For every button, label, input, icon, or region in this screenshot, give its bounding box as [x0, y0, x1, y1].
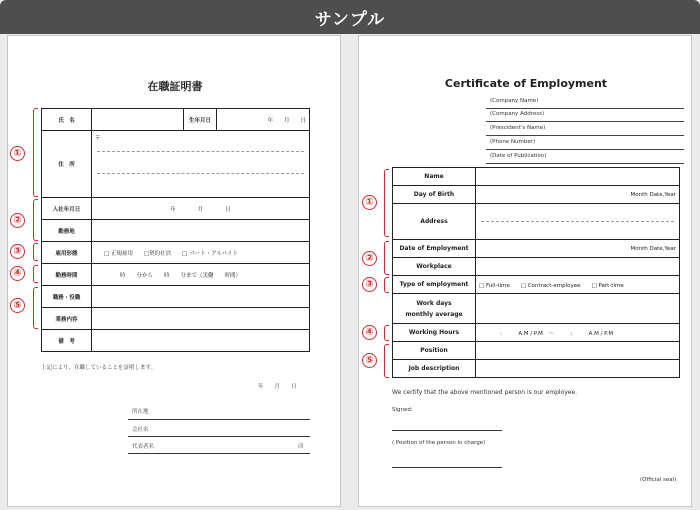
en-marker-4: ④: [362, 325, 377, 340]
en-dob-field[interactable]: Month Date,Year: [476, 186, 680, 204]
jp-title: 在職証明書: [147, 80, 203, 93]
en-job-description-label: Job description: [393, 360, 476, 378]
sample-banner: [0, 0, 700, 34]
jp-hire-date-label: 入社年月日: [42, 198, 92, 220]
en-marker-5: ⑤: [362, 353, 377, 368]
banner-title: サンプル: [314, 9, 386, 30]
jp-marker-3: ③: [10, 244, 25, 259]
en-bracket-1: [384, 169, 389, 237]
jp-job-content-label: 業務内容: [42, 308, 92, 330]
en-work-days-label: [393, 294, 476, 324]
jp-address-label: 住 所: [42, 131, 92, 198]
jp-sign-line: [128, 436, 310, 437]
jp-position-field[interactable]: [92, 286, 310, 308]
jp-sign-representative-label: 代表者名: [132, 444, 155, 450]
en-hire-date-label: Date of Employment: [393, 240, 476, 258]
jp-marker-2: ②: [10, 213, 25, 228]
en-title: Certificate of Employment: [444, 77, 608, 90]
en-employment-type-label: Type of employment: [393, 276, 476, 294]
en-company-address: (Company Address): [490, 111, 545, 117]
jp-remarks-field[interactable]: [92, 330, 310, 352]
en-bracket-4: [384, 325, 389, 341]
en-marker-2: ②: [362, 251, 377, 266]
jp-marker-1: ①: [10, 146, 25, 161]
jp-postal-mark: 〒: [95, 136, 101, 142]
en-position-field[interactable]: [476, 342, 680, 360]
en-dob-label: Day of Birth: [393, 186, 476, 204]
en-work-days-line2: monthly average: [405, 310, 463, 318]
en-name-label: Name: [393, 168, 476, 186]
jp-sign-line: [128, 419, 310, 420]
jp-certify-text: 上記により、在職していることを証明します。: [41, 365, 157, 371]
en-certify-text: We certify that the above mentioned person is our employee.: [392, 389, 578, 396]
jp-bracket-5: [33, 287, 38, 329]
jp-sign-location-label: 所在地: [132, 409, 149, 415]
en-position-label: Position: [393, 342, 476, 360]
en-marker-3: ③: [362, 277, 377, 292]
jp-bracket-2: [33, 199, 38, 241]
en-bracket-3: [384, 277, 389, 293]
jp-marker-4: ④: [10, 266, 25, 281]
jp-marker-5: ⑤: [10, 298, 25, 313]
en-work-days-field[interactable]: [476, 294, 680, 324]
en-address-field[interactable]: [476, 204, 680, 240]
en-president-name: (Prescident's Name): [490, 125, 546, 131]
jp-sign-company-label: 会社名: [132, 427, 149, 433]
en-marker-1: ①: [362, 195, 377, 210]
jp-hire-date-field[interactable]: 年 月 日: [92, 198, 310, 220]
en-header-line: [486, 149, 684, 150]
jp-name-field[interactable]: [92, 109, 184, 131]
jp-seal-mark: 印: [298, 444, 304, 450]
en-position-in-charge: ( Position of the person in charge): [392, 440, 486, 446]
jp-name-label: 氏 名: [42, 109, 92, 131]
jp-dob-field[interactable]: 年 月 日: [217, 109, 310, 131]
english-certificate: [358, 35, 692, 507]
en-header-line: [486, 121, 684, 122]
jp-bracket-4: [33, 265, 38, 283]
en-employment-type-options[interactable]: □ Full-time □ Contract-employee □ Part-time: [476, 276, 680, 294]
en-signature-line: [392, 430, 502, 431]
en-job-description-field[interactable]: [476, 360, 680, 378]
en-signature-line: [392, 467, 502, 468]
en-workplace-field[interactable]: [476, 258, 680, 276]
en-workplace-label: Workplace: [393, 258, 476, 276]
jp-form-table: [41, 108, 310, 352]
en-working-hours-label: Working Hours: [393, 324, 476, 342]
en-bracket-2: [384, 241, 389, 275]
en-hire-date-field[interactable]: Month Date,Year: [476, 240, 680, 258]
jp-issue-date: 年 月 日: [258, 384, 297, 390]
en-phone-number: (Phone Number): [490, 139, 536, 145]
en-official-seal: (Official seal): [640, 477, 677, 483]
japanese-certificate: [7, 35, 341, 507]
en-bracket-5: [384, 344, 389, 378]
jp-employment-type-label: 雇用形態: [42, 242, 92, 264]
en-company-name: (Company Name): [490, 98, 539, 104]
jp-workplace-field[interactable]: [92, 220, 310, 242]
en-signed-label: Signed:: [392, 407, 413, 413]
jp-remarks-label: 備 考: [42, 330, 92, 352]
jp-work-hours-field[interactable]: 時 分から 時 分まで（実働 時間）: [92, 264, 310, 286]
en-form-table: [392, 167, 680, 378]
jp-bracket-3: [33, 243, 38, 261]
en-header-line: [486, 108, 684, 109]
jp-address-field[interactable]: [92, 131, 310, 198]
en-address-label: Address: [393, 204, 476, 240]
jp-workplace-label: 勤務地: [42, 220, 92, 242]
en-working-hours-field[interactable]: : A.M / P.M ～ : A.M / P.M: [476, 324, 680, 342]
jp-sign-line: [128, 453, 310, 454]
en-header-line: [486, 163, 684, 164]
en-header-line: [486, 135, 684, 136]
jp-address-dashline: [97, 151, 304, 152]
en-publication-date: (Date of Publication): [490, 153, 547, 159]
jp-dob-label: 生年月日: [184, 109, 217, 131]
jp-address-dashline: [97, 173, 304, 174]
en-work-days-line1: Work days: [416, 299, 452, 307]
en-address-dashline: [481, 221, 674, 222]
en-name-field[interactable]: [476, 168, 680, 186]
jp-employment-type-options[interactable]: □ 正規雇用 □契約社員 □ パート・アルバイト: [92, 242, 310, 264]
jp-job-content-field[interactable]: [92, 308, 310, 330]
jp-work-hours-label: 勤務時間: [42, 264, 92, 286]
jp-bracket-1: [33, 108, 38, 197]
jp-position-label: 職務・役職: [42, 286, 92, 308]
